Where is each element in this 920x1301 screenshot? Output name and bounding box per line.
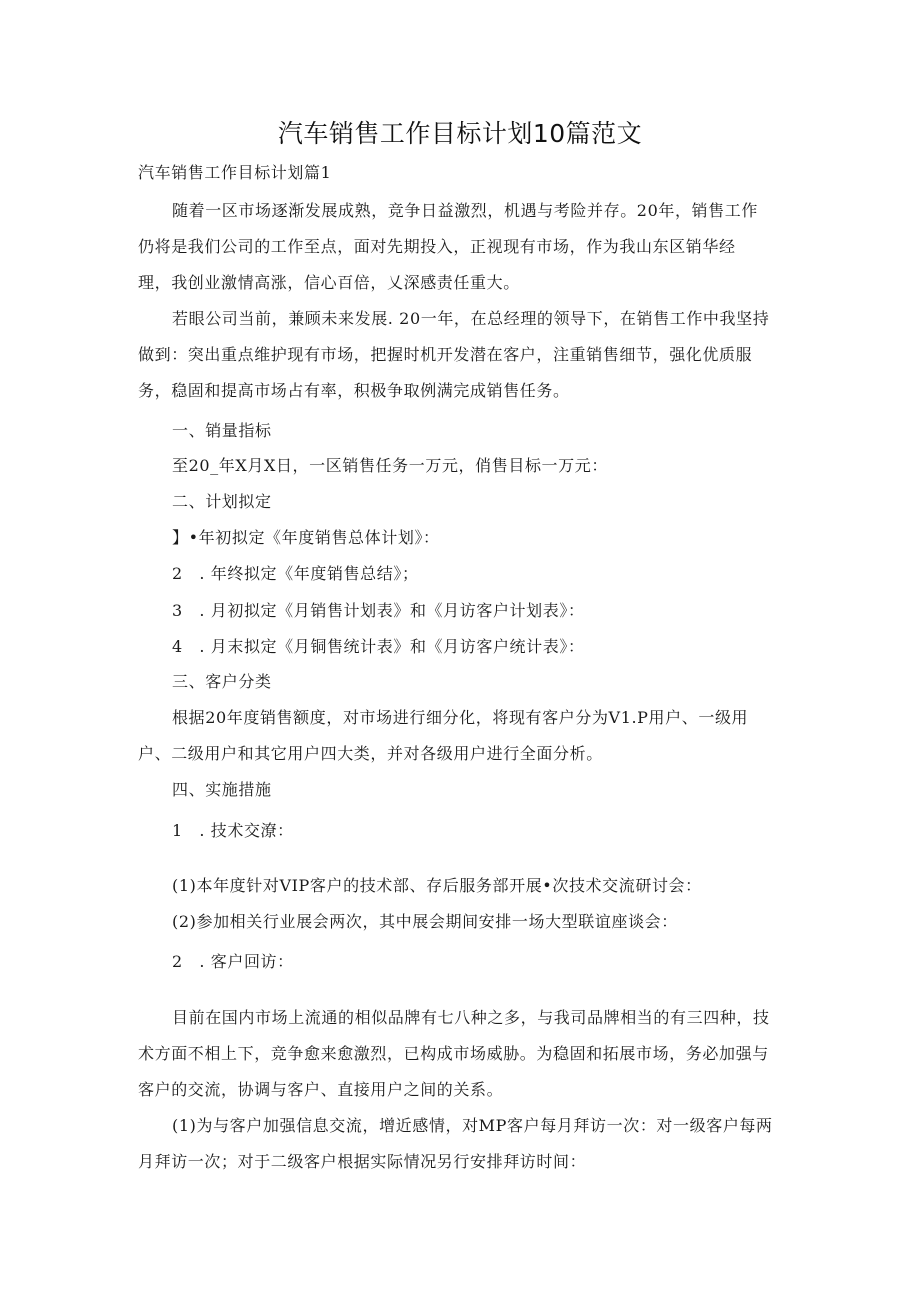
section-heading: 四、实施措施 xyxy=(172,780,272,799)
list-item: 4 . 月末拟定《月铜售统计表》和《月访客户统计表》： xyxy=(172,637,585,656)
list-item: 2 . 客户回访： xyxy=(172,952,294,971)
paragraph-line: 至20_年X月X日，一区销售任务一万元，俏售目标一万元： xyxy=(172,456,608,475)
list-item: 1 . 技术交潦： xyxy=(172,821,294,840)
paragraph-line: 若眼公司当前，兼顾未来发展. 20一年，在总经理的领导下，在销售工作中我坚持 xyxy=(172,309,770,328)
list-item: (2)参加相关行业展会两次，其中展会期间安排一场大型联谊座谈会： xyxy=(172,912,678,931)
paragraph-line: 仍将是我们公司的工作至点，面对先期投入，正视现有市场，作为我山东区销华经 xyxy=(138,237,736,256)
paragraph-line: 做到：突出重点维护现有市场，把握时机开发潜在客户，注重销售细节，强化优质服 xyxy=(138,345,753,364)
section-heading: 二、计划拟定 xyxy=(172,492,272,511)
paragraph-line: 随着一区市场逐渐发展成熟，竞争日益激烈，机遇与考险并存。20年，销售工作 xyxy=(172,201,758,220)
paragraph-line: 术方面不相上下，竞争愈来愈激烈，已构成市场威胁。为稳固和拓展市场，务必加强与 xyxy=(138,1044,769,1063)
document-subtitle: 汽车销售工作目标计划篇1 xyxy=(138,163,332,182)
list-item: 2 . 年终拟定《年度销售总结》； xyxy=(172,564,419,583)
list-item: 】•年初拟定《年度销售总体计划》： xyxy=(172,528,440,547)
paragraph-line: 理，我创业激情高涨，信心百倍，乂深感责任重大。 xyxy=(138,273,520,292)
list-item: 3 . 月初拟定《月销售计划表》和《月访客户计划表》： xyxy=(172,601,585,620)
paragraph-line: 月拜访一次；对于二级客户根据实际情况另行安排拜访时间： xyxy=(138,1152,587,1171)
paragraph-line: 根据20年度销售额度，对市场进行细分化，将现有客户分为V1.P用户、一级用 xyxy=(172,708,749,727)
paragraph-line: 目前在国内市场上流通的相似品牌有七八种之多，与我司品牌相当的有三四种，技 xyxy=(172,1008,770,1027)
document-title: 汽车销售工作目标计划10篇范文 xyxy=(277,119,643,148)
paragraph-line: 户、二级用户和其它用户四大类，并对各级用户进行全面分析。 xyxy=(138,744,603,763)
section-heading: 三、客户分类 xyxy=(172,672,272,691)
paragraph-line: 务，稳固和提高市场占有率，积极争取例满完成销售任务。 xyxy=(138,381,570,400)
paragraph-line: 客户的交流，协调与客户、直接用户之间的关系。 xyxy=(138,1080,504,1099)
section-heading: 一、销量指标 xyxy=(172,421,272,440)
list-item: (1)本年度针对VIP客户的技术部、存后服务部开展•次技术交流研讨会： xyxy=(172,876,702,895)
paragraph-line: (1)为与客户加强信息交流，增近感情，对MP客户每月拜访一次：对一级客户每两 xyxy=(172,1116,773,1135)
